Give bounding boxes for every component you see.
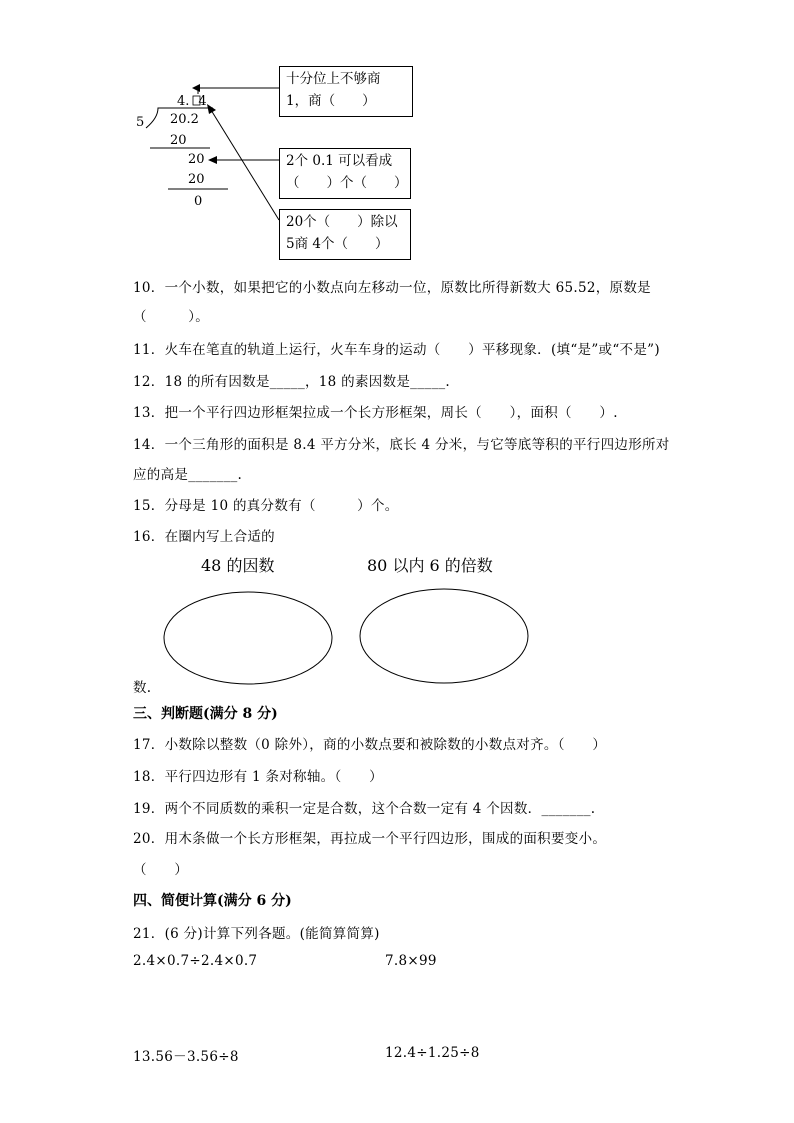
question-16-tail: 数.	[133, 680, 152, 696]
quotient-suffix: 4	[198, 94, 207, 109]
arrow-box3	[211, 110, 279, 220]
calc-3: 13.56－3.56÷8	[133, 1049, 239, 1065]
section-3-heading: 三、判断题(满分 8 分)	[133, 706, 278, 722]
hint-box-1-line2: 1，商（ ）	[286, 93, 376, 109]
step-2: 20	[188, 152, 205, 167]
ellipse-multiples[interactable]	[360, 589, 528, 683]
step-1: 20	[170, 133, 187, 148]
question-21: 21．(6 分)计算下列各题。(能简算简算)	[133, 926, 380, 942]
hint-box-1-line1: 十分位上不够商	[286, 71, 381, 87]
question-14-line1: 14．一个三角形的面积是 8.4 平方分米，底长 4 分米，与它等底等积的平行四边形所对	[133, 437, 670, 453]
question-16: 16．在圈内写上合适的	[133, 529, 275, 545]
ellipse-label-multiples: 80 以内 6 的倍数	[367, 556, 493, 575]
hint-box-3	[279, 209, 411, 260]
question-20-line2: （ ）	[133, 862, 189, 878]
arrowhead-box3	[207, 104, 216, 114]
question-13: 13．把一个平行四边形框架拉成一个长方形框架，周长（ ），面积（ ）.	[133, 405, 618, 421]
arrowhead-box2	[208, 156, 217, 164]
hint-box-2	[279, 148, 411, 199]
arrowhead-box1	[192, 84, 200, 92]
ellipse-label-factors: 48 的因数	[201, 556, 275, 575]
question-18: 18．平行四边形有 1 条对称轴。（ ）	[133, 769, 383, 785]
divisor: 5	[136, 115, 145, 130]
hint-box-3-line2: 5商 4个（ ）	[286, 236, 389, 252]
calc-1: 2.4×0.7÷2.4×0.7	[133, 953, 258, 969]
question-11: 11．火车在笔直的轨道上运行，火车车身的运动（ ）平移现象．(填“是”或“不是”)	[133, 342, 660, 358]
arrow-box1	[198, 88, 279, 94]
quotient-prefix: 4.	[177, 94, 190, 109]
question-17: 17．小数除以整数（0 除外），商的小数点要和被除数的小数点对齐。（ ）	[133, 737, 607, 753]
calc-2: 7.8×99	[385, 953, 437, 969]
quotient	[177, 94, 207, 109]
calc-4: 12.4÷1.25÷8	[385, 1045, 480, 1061]
question-19: 19．两个不同质数的乘积一定是合数，这个合数一定有 4 个因数．_______.	[133, 801, 596, 817]
dividend: 20.2	[170, 112, 199, 127]
hint-box-1	[279, 66, 413, 117]
ellipses	[0, 585, 794, 705]
hint-box-2-line1: 2个 0.1 可以看成	[286, 153, 393, 169]
question-12: 12．18 的所有因数是_____，18 的素因数是_____.	[133, 374, 451, 390]
question-15: 15．分母是 10 的真分数有（ ）个。	[133, 498, 399, 514]
question-10-line2: （ ）。	[133, 309, 210, 325]
question-14-line2: 应的高是_______.	[133, 467, 243, 483]
step-3: 20	[188, 172, 205, 187]
remainder: 0	[194, 194, 203, 209]
hint-box-3-line1: 20个（ ）除以	[286, 214, 398, 230]
hint-box-2-line2: （ ）个（ ）	[286, 175, 408, 191]
section-4-heading: 四、简便计算(满分 6 分)	[133, 893, 292, 909]
ellipse-factors[interactable]	[164, 592, 332, 684]
question-10-line1: 10．一个小数，如果把它的小数点向左移动一位，原数比所得新数大 65.52，原数是	[133, 280, 651, 296]
question-20-line1: 20．用木条做一个长方形框架，再拉成一个平行四边形，围成的面积要变小。	[133, 831, 607, 847]
